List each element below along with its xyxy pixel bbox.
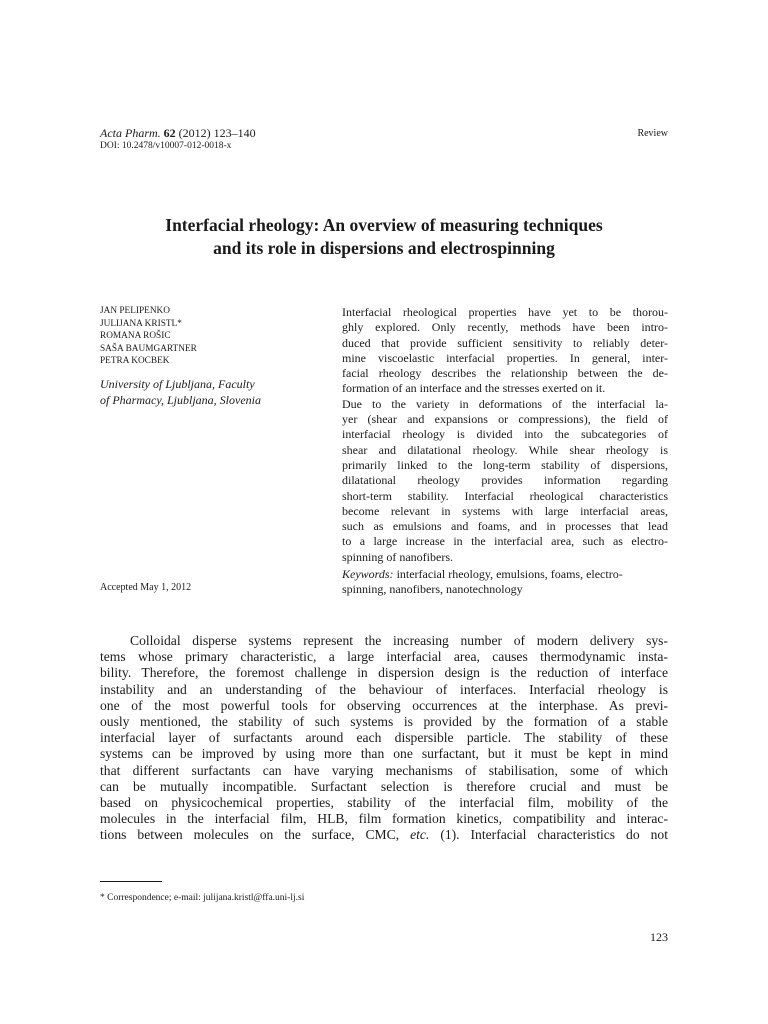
doi: DOI: 10.2478/v10007-012-0018-x	[100, 141, 232, 151]
abstract-line: shear and dilatational rheology. While shear rheology is	[342, 442, 668, 457]
author-name: JULIJANA KRISTL*	[100, 318, 182, 329]
body-line-text: tions between molecules on the surface, CMC,	[100, 827, 400, 843]
abstract-line: Interfacial rheological properties have yet to be thorou-	[342, 305, 668, 319]
affiliation-line-2: of Pharmacy, Ljubljana, Slovenia	[100, 393, 261, 407]
abstract-line: dilatational rheology provides information regarding	[342, 473, 668, 488]
abstract-line: facial rheology describes the relationship between the de-	[342, 366, 668, 381]
abstract-line: to a large increase in the interfacial area, such as electro-	[342, 534, 668, 549]
footnote-rule	[100, 881, 162, 882]
journal-citation	[100, 126, 256, 140]
body-line: Colloidal disperse systems represent the increasing number of modern delivery sys-	[130, 633, 668, 648]
abstract-line: mine viscoelastic interfacial properties. In general, inter-	[342, 350, 668, 365]
keywords	[342, 567, 668, 598]
abstract-line: ghly explored. Only recently, methods have been intro-	[342, 320, 668, 335]
abstract-line: formation of an interface and the stresses exerted on it.	[342, 381, 606, 396]
body-line: based on physicochemical properties, stability of the interfacial film, mobility of the	[100, 795, 668, 811]
author-name: JAN PELIPENKO	[100, 306, 170, 316]
body-text	[100, 633, 668, 844]
body-line-last	[100, 827, 668, 843]
body-line: ously mentioned, the stability of such systems is provided by the formation of a stable	[100, 714, 668, 730]
accepted-date: Accepted May 1, 2012	[100, 582, 192, 593]
author-list	[100, 305, 197, 368]
abstract-line: spinning of nanofibers.	[342, 549, 453, 564]
body-line: tems whose primary characteristic, a large interfacial area, causes thermodynamic insta-	[100, 649, 668, 665]
author-name: PETRA KOCBEK	[100, 356, 170, 367]
abstract-line: Due to the variety in deformations of the interfacial la-	[342, 396, 668, 411]
abstract-line: yer (shear and expansions or compressions), the field of	[342, 412, 668, 427]
body-etc: etc.	[410, 827, 430, 843]
abstract-line: primarily linked to the long-term stability of dispersions,	[342, 457, 668, 472]
body-line: systems can be improved by using more than one surfactant, but it must be kept in mind	[100, 746, 668, 762]
abstract-line: become relevant in systems with large interfacial areas,	[342, 503, 668, 518]
author-name: SAŠA BAUMGARTNER	[100, 343, 197, 354]
journal-year-pages: (2012) 123–140	[178, 126, 256, 140]
abstract-line: duced that provide sufficient sensitivity to reliably deter-	[342, 335, 668, 350]
body-line: bility. Therefore, the foremost challenge in dispersion design is the reduction of interface	[100, 665, 668, 681]
keywords-text-1: interfacial rheology, emulsions, foams, electro-	[396, 567, 623, 581]
body-line: interfacial layer of surfactants around each dispersible particle. The stability of these	[100, 730, 668, 746]
abstract-line: short-term stability. Interfacial rheological characteristics	[342, 488, 668, 503]
abstract	[342, 305, 668, 565]
title-line-2: and its role in dispersions and electrospinning	[213, 237, 555, 258]
article-title	[100, 214, 668, 259]
abstract-line: such as emulsions and foams, and in processes that lead	[342, 519, 668, 534]
footnote: * Correspondence; e-mail: julijana.kristl@ffa.uni-lj.si	[100, 893, 305, 903]
keywords-label: Keywords:	[342, 567, 394, 581]
article-type: Review	[637, 128, 668, 139]
title-line-1: Interfacial rheology: An overview of measuring techniques	[165, 215, 603, 235]
affiliation	[100, 376, 261, 408]
keywords-line-1	[342, 567, 668, 582]
body-line: instability and an understanding of the behaviour of interfaces. Interfacial rheology is	[100, 681, 668, 697]
body-line-rest: (1). Interfacial characteristics do not	[429, 827, 668, 843]
journal-name: Acta Pharm.	[100, 126, 161, 140]
keywords-text-2: spinning, nanofibers, nanotechnology	[342, 582, 523, 597]
affiliation-line-1: University of Ljubljana, Faculty	[100, 377, 255, 391]
body-line: one of the most powerful tools for observing occurrences at the interphase. As previ-	[100, 697, 668, 713]
body-line: molecules in the interfacial film, HLB, film formation kinetics, compatibility and interac-	[100, 811, 668, 827]
author-name: ROMANA ROŠIC	[100, 331, 171, 342]
body-line: can be mutually incompatible. Surfactant selection is therefore crucial and must be	[100, 778, 668, 794]
page-number: 123	[650, 930, 668, 944]
body-line: that different surfactants can have varying mechanisms of stabilisation, some of which	[100, 762, 668, 778]
abstract-line: interfacial rheology is divided into the subcategories of	[342, 427, 668, 442]
journal-volume: 62	[163, 126, 176, 140]
